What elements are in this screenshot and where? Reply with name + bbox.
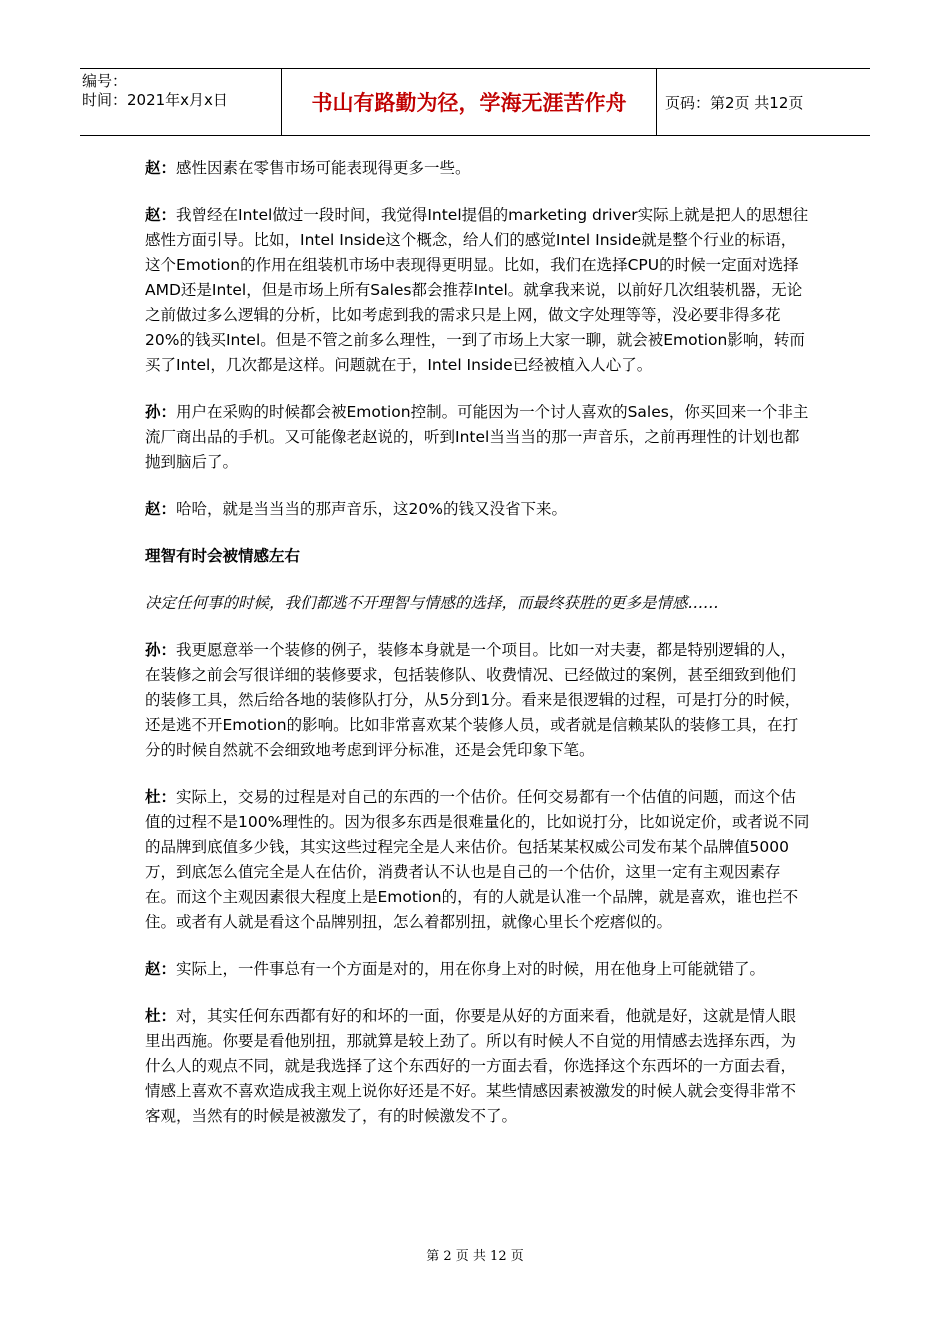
speaker-label: 赵：: [145, 206, 177, 224]
paragraph: [145, 203, 810, 378]
paragraph-text: 哈哈，就是当当当的那声音乐，这20%的钱又没省下来。: [176, 500, 567, 518]
paragraph: [145, 156, 810, 181]
paragraph-text: 我曾经在Intel做过一段时间，我觉得Intel提倡的marketing driver实际上就是把人的思想往感性方面引导。比如，Intel Inside这个概念，给人们的感觉Intel Inside就是整个行业的标语，这个Emotion的作用在组装机市场中表现得更明显。比如，我们在选择CPU的时候一定面对选择AMD还是Intel，但是市场上所有Sales都会推荐Intel。就拿我来说，以前好几次组装机器，无论之前做过多么逻辑的分析，比如考虑到我的需求只是上网，做文字处理等等，没必要非得多花20%的钱买Intel。但是不管之前多么理性，一到了市场上大家一聊，就会被Emotion影响，转而买了Intel，几次都是这样。问题就在于，Intel Inside已经被植入人心了。: [145, 206, 809, 374]
paragraph: [145, 497, 810, 522]
time-label: 时间：2021年x月x日: [82, 91, 228, 109]
paragraph-text: 我更愿意举一个装修的例子，装修本身就是一个项目。比如一对夫妻，都是特别逻辑的人，在装修之前会写很详细的装修要求，包括装修队、收费情况、已经做过的案例，甚至细致到他们的装修工具，然后给各地的装修队打分，从5分到1分。看来是很逻辑的过程，可是打分的时候，还是逃不开Emotion的影响。比如非常喜欢某个装修人员，或者就是信赖某队的装修工具，在打分的时候自然就不会细致地考虑到评分标准，还是会凭印象下笔。: [145, 641, 801, 759]
paragraph-text: 用户在采购的时候都会被Emotion控制。可能因为一个讨人喜欢的Sales，你买回来一个非主流厂商出品的手机。又可能像老赵说的，听到Intel当当当的那一声音乐，之前再理性的计划也都抛到脑后了。: [145, 403, 809, 471]
paragraph: [145, 400, 810, 475]
speaker-label: 孙：: [145, 403, 177, 421]
speaker-label: 孙：: [145, 641, 177, 659]
paragraph-text: 实际上，交易的过程是对自己的东西的一个估价。任何交易都有一个估值的问题，而这个估值的过程不是100%理性的。因为很多东西是很难量化的，比如说打分，比如说定价，或者说不同的品牌到底值多少钱，其实这些过程完全是人来估价。包括某某权威公司发布某个品牌值5000万，到底怎么值完全是人在估价，消费者认不认也是自己的一个估价，这里一定有主观因素存在。而这个主观因素很大程度上是Emotion的，有的人就是认准一个品牌，就是喜欢，谁也拦不住。或者有人就是看这个品牌别扭，怎么着都别扭，就像心里长个疙瘩似的。: [145, 788, 810, 931]
header-motto: 书山有路勤为径，学海无涯苦作舟: [281, 69, 657, 135]
paragraph: [145, 957, 810, 982]
speaker-label: 杜：: [145, 1007, 177, 1025]
section-title: 理智有时会被情感左右: [145, 547, 301, 565]
page-footer: 第 2 页 共 12 页: [426, 1249, 524, 1264]
paragraph: [145, 785, 810, 935]
speaker-label: 赵：: [145, 960, 177, 978]
paragraph-text: 感性因素在零售市场可能表现得更多一些。: [176, 159, 471, 177]
header-page-info: 页码：第2页 共12页: [665, 93, 804, 112]
speaker-label: 杜：: [145, 788, 177, 806]
code-label: 编号：: [82, 72, 128, 90]
speaker-label: 赵：: [145, 500, 177, 518]
document-body: [145, 156, 810, 1151]
page-header: [80, 68, 870, 136]
header-meta: [80, 69, 281, 135]
paragraph-text: 实际上，一件事总有一个方面是对的，用在你身上对的时候，用在他身上可能就错了。: [176, 960, 766, 978]
speaker-label: 赵：: [145, 159, 177, 177]
paragraph: [145, 638, 810, 763]
paragraph-text: 对，其实任何东西都有好的和坏的一面，你要是从好的方面来看，他就是好，这就是情人眼里出西施。你要是看他别扭，那就算是较上劲了。所以有时候人不自觉的用情感去选择东西，为什么人的观点不同，就是我选择了这个东西好的一方面去看，你选择这个东西坏的一方面去看，情感上喜欢不喜欢造成我主观上说你好还是不好。某些情感因素被激发的时候人就会变得非常不客观，当然有的时候是被激发了，有的时候激发不了。: [145, 1007, 797, 1125]
section-quote: 决定任何事的时候，我们都逃不开理智与情感的选择，而最终获胜的更多是情感……: [145, 594, 719, 612]
paragraph: [145, 1004, 810, 1129]
